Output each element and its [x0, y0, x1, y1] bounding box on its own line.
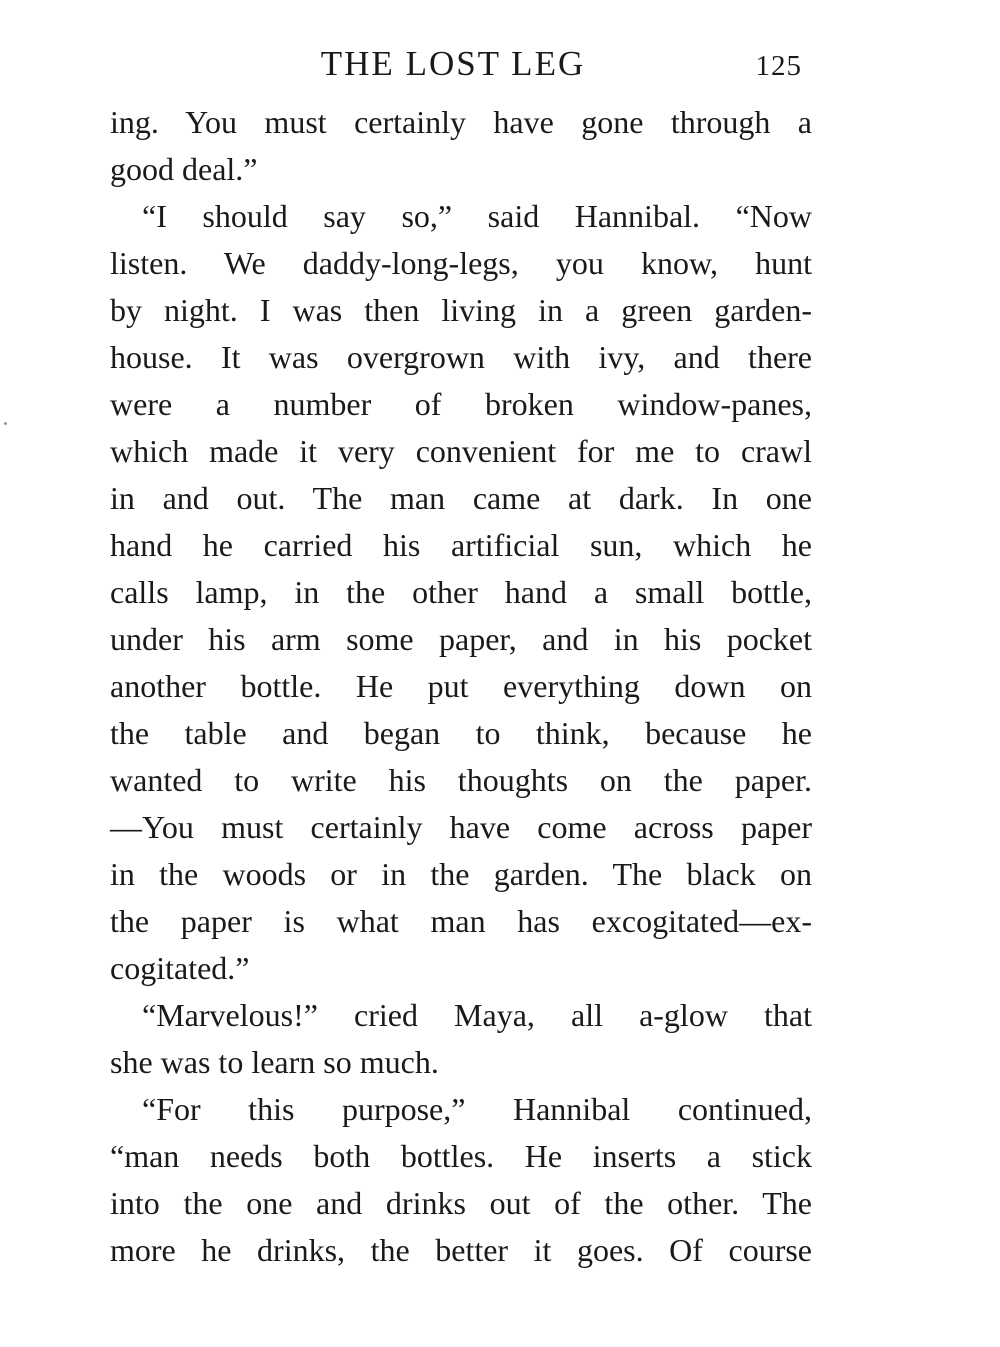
text-line: more he drinks, the better it goes. Of course	[110, 1232, 812, 1268]
text-line: good deal.”	[110, 151, 258, 187]
margin-speck	[4, 422, 7, 425]
text-line: in the woods or in the garden. The black on	[110, 856, 812, 892]
text-line: she was to learn so much.	[110, 1044, 439, 1080]
text-line: which made it very convenient for me to crawl	[110, 433, 812, 469]
text-line: by night. I was then living in a green garden-	[110, 292, 812, 328]
text-line: “I should say so,” said Hannibal. “Now	[142, 198, 812, 234]
text-line: into the one and drinks out of the other. The	[110, 1185, 812, 1221]
text-line: the table and began to think, because he	[110, 715, 812, 751]
text-line: cogitated.”	[110, 950, 250, 986]
text-line: ing. You must certainly have gone through a	[110, 104, 812, 140]
text-line: listen. We daddy-long-legs, you know, hunt	[110, 245, 812, 281]
text-line: wanted to write his thoughts on the paper.	[110, 762, 812, 798]
running-head	[110, 40, 810, 88]
text-line: “man needs both bottles. He inserts a stick	[110, 1138, 812, 1174]
text-line: hand he carried his artificial sun, which he	[110, 527, 812, 563]
text-line: “Marvelous!” cried Maya, all a-glow that	[142, 997, 812, 1033]
running-title: THE LOST LEG	[320, 44, 586, 83]
text-line: in and out. The man came at dark. In one	[110, 480, 812, 516]
text-line: the paper is what man has excogitated—ex-	[110, 903, 812, 939]
text-line: were a number of broken window-panes,	[110, 386, 812, 422]
text-line: —You must certainly have come across paper	[110, 809, 812, 845]
text-line: calls lamp, in the other hand a small bottle,	[110, 574, 812, 610]
text-line: house. It was overgrown with ivy, and there	[110, 339, 812, 375]
page-number: 125	[755, 50, 802, 82]
text-line: under his arm some paper, and in his pocket	[110, 621, 812, 657]
body-text	[110, 99, 812, 1274]
text-line: another bottle. He put everything down on	[110, 668, 812, 704]
text-line: “For this purpose,” Hannibal continued,	[142, 1091, 812, 1127]
